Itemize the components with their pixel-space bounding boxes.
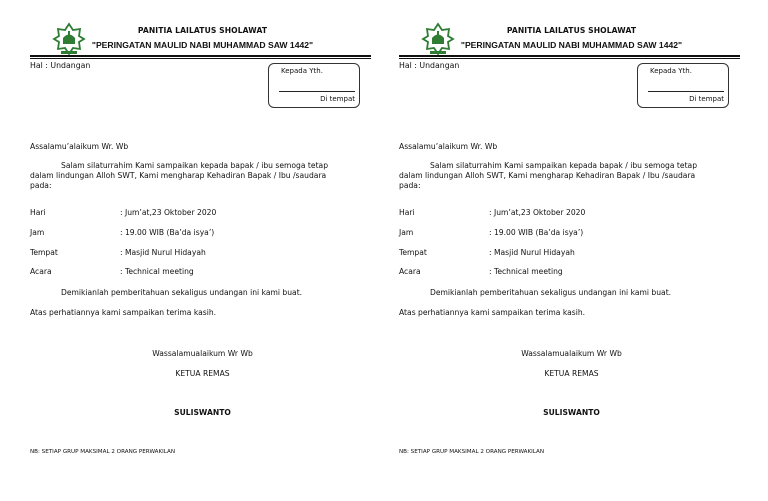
detail-label: Hari <box>399 208 415 217</box>
detail-value: : 19.00 WIB (Ba’da isya’) <box>120 228 215 237</box>
closing-line: Demikianlah pemberitahuan sekaligus undangan ini kami buat. <box>61 288 303 297</box>
detail-label: Hari <box>30 208 46 217</box>
detail-value: : Jum’at,23 Oktober 2020 <box>120 208 217 217</box>
detail-value: : 19.00 WIB (Ba’da isya’) <box>489 228 584 237</box>
closing-line: Demikianlah pemberitahuan sekaligus undangan ini kami buat. <box>430 288 672 297</box>
addressee-blank-line <box>648 91 724 92</box>
footnote: NB: SETIAP GRUP MAKSIMAL 2 ORANG PERWAKILAN <box>30 449 176 455</box>
detail-label: Jam <box>399 228 414 237</box>
detail-value: : Masjid Nurul Hidayah <box>120 248 206 257</box>
org-name: PANITIA LAILATUS SHOLAWAT <box>506 26 637 35</box>
addressee-box <box>637 63 729 108</box>
header-rule-thin <box>30 58 371 59</box>
signer-position: KETUA REMAS <box>544 369 599 378</box>
detail-label: Tempat <box>399 248 427 257</box>
detail-value: : Masjid Nurul Hidayah <box>489 248 575 257</box>
greeting: Assalamu’alaikum Wr. Wb <box>30 142 129 151</box>
signer-name: SULISWANTO <box>174 408 231 417</box>
addressee-to: Kepada Yth. <box>650 67 692 75</box>
addressee-box <box>268 63 360 108</box>
thanks-line: Atas perhatiannya kami sampaikan terima kasih. <box>399 308 586 317</box>
invitation-letter-right <box>399 0 768 501</box>
addressee-blank-line <box>279 91 355 92</box>
footnote: NB: SETIAP GRUP MAKSIMAL 2 ORANG PERWAKILAN <box>399 449 545 455</box>
header-rule-thin <box>399 58 740 59</box>
detail-label: Tempat <box>30 248 58 257</box>
invitation-letter-left <box>30 0 400 501</box>
addressee-to: Kepada Yth. <box>281 67 323 75</box>
detail-label: Acara <box>30 267 52 276</box>
detail-label: Jam <box>30 228 45 237</box>
event-title: "PERINGATAN MAULID NABI MUHAMMAD SAW 1442" <box>91 40 314 50</box>
signer-name: SULISWANTO <box>543 408 600 417</box>
closing-salam: Wassalamualaikum Wr Wb <box>152 349 253 358</box>
detail-label: Acara <box>399 267 421 276</box>
subject-line: Hal : Undangan <box>399 61 460 70</box>
closing-salam: Wassalamualaikum Wr Wb <box>521 349 622 358</box>
addressee-place: Di tempat <box>320 95 355 103</box>
header-rule <box>399 55 740 57</box>
thanks-line: Atas perhatiannya kami sampaikan terima kasih. <box>30 308 217 317</box>
detail-value: : Technical meeting <box>120 267 194 276</box>
intro-paragraph: Salam silaturrahim Kami sampaikan kepada bapak / ibu semoga tetap dalam lindungan Alloh SWT, Kami mengharap Kehadiran Bapak / Ibu /saudara pada: <box>399 161 698 190</box>
event-title: "PERINGATAN MAULID NABI MUHAMMAD SAW 1442" <box>460 40 683 50</box>
org-name: PANITIA LAILATUS SHOLAWAT <box>137 26 268 35</box>
subject-line: Hal : Undangan <box>30 61 91 70</box>
addressee-place: Di tempat <box>689 95 724 103</box>
greeting: Assalamu’alaikum Wr. Wb <box>399 142 498 151</box>
signer-position: KETUA REMAS <box>175 369 230 378</box>
detail-value: : Jum’at,23 Oktober 2020 <box>489 208 586 217</box>
header-rule <box>30 55 371 57</box>
intro-paragraph: Salam silaturrahim Kami sampaikan kepada bapak / ibu semoga tetap dalam lindungan Alloh SWT, Kami mengharap Kehadiran Bapak / Ibu /saudara pada: <box>30 161 329 190</box>
detail-value: : Technical meeting <box>489 267 563 276</box>
